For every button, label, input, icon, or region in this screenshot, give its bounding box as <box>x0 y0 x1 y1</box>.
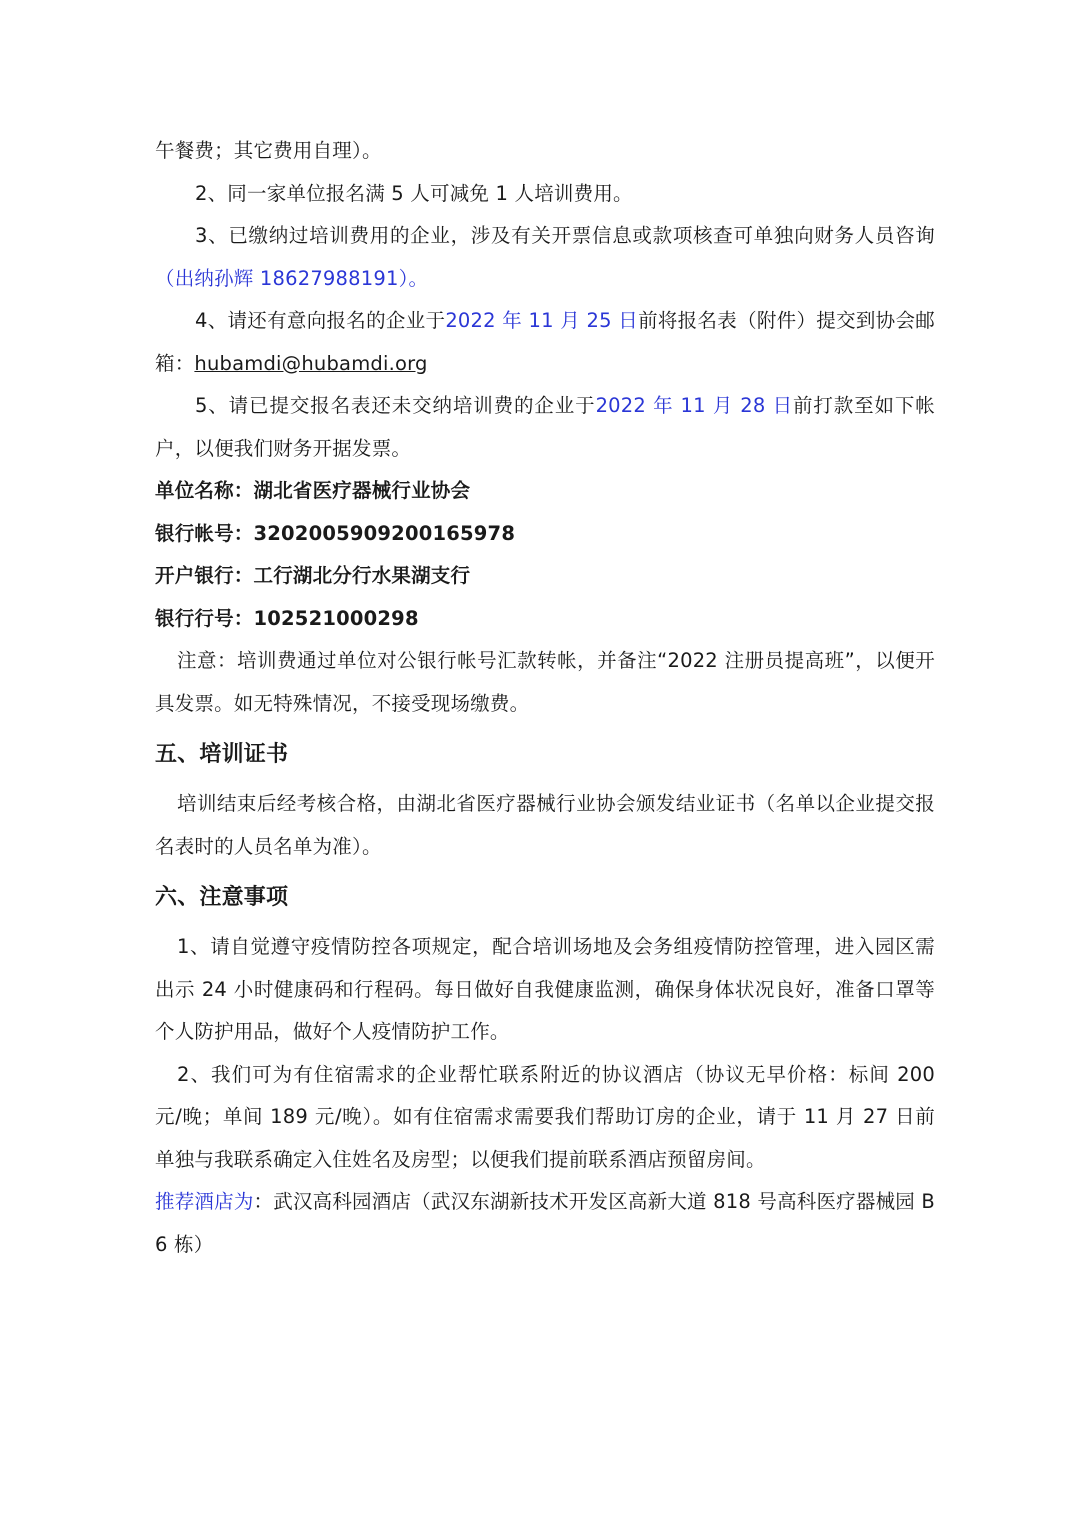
fee-line-continued: 午餐费；其它费用自理）。 <box>155 139 382 162</box>
association-email-link[interactable]: hubamdi@hubamdi.org <box>194 351 428 375</box>
hotel-label: 推荐酒店为 <box>155 1190 254 1213</box>
fee-item-4 <box>155 300 935 385</box>
bank-branch: 开户银行：工行湖北分行水果湖支行 <box>155 564 471 587</box>
bank-unit-name: 单位名称：湖北省医疗器械行业协会 <box>155 479 471 502</box>
section-5-title: 五、培训证书 <box>155 742 289 767</box>
bank-account-number: 银行帐号：3202005909200165978 <box>155 521 516 545</box>
fee-item-5 <box>155 385 935 470</box>
bank-code: 银行行号：102521000298 <box>155 606 419 630</box>
section-6-title: 六、注意事项 <box>155 885 289 910</box>
fee-item-5-text: 5、请已提交报名表还未交纳培训费的企业于 <box>195 394 596 417</box>
payment-deadline: 2022 年 11 月 28 日 <box>595 394 793 417</box>
hotel-details: ：武汉高科园酒店（武汉东湖新技术开发区高新大道 818 号高科医疗器械园 B 6 栋） <box>155 1190 935 1256</box>
fee-item-3 <box>155 215 935 300</box>
section-6-item-2: 2、我们可为有住宿需求的企业帮忙联系附近的协议酒店（协议无早价格：标间 200 元/晚；单间 189 元/晚）。如有住宿需求需要我们帮助订房的企业，请于 11 月 27 日前单独与我联系确定入住姓名及房型；以便我们提前联系酒店预留房间。 <box>155 1062 935 1171</box>
payment-note: 注意：培训费通过单位对公银行帐号汇款转帐，并备注“2022 注册员提高班”，以便开具发票。如无特殊情况，不接受现场缴费。 <box>155 649 935 715</box>
fee-item-5-post: 前打款至如下帐户，以便我们财务开据发票。 <box>155 394 935 460</box>
recommended-hotel <box>155 1181 935 1266</box>
cashier-contact: （出纳孙辉 18627988191）。 <box>155 266 429 290</box>
fee-item-2: 2、同一家单位报名满 5 人可减免 1 人培训费用。 <box>195 181 633 205</box>
registration-deadline: 2022 年 11 月 25 日 <box>445 309 639 332</box>
fee-item-4-mid: 前将报名表（附件）提交到协会邮箱： <box>155 309 935 375</box>
section-6-item-1: 1、请自觉遵守疫情防控各项规定，配合培训场地及会务组疫情防控管理，进入园区需出示 24 小时健康码和行程码。每日做好自我健康监测，确保身体状况良好，准备口罩等个人防护用品，做好个人疫情防护工作。 <box>155 935 935 1043</box>
fee-item-4-text: 4、请还有意向报名的企业于 <box>195 309 446 332</box>
fee-item-3-text: 3、已缴纳过培训费用的企业，涉及有关开票信息或款项核查可单独向财务人员咨询 <box>195 224 935 247</box>
section-5-body: 培训结束后经考核合格，由湖北省医疗器械行业协会颁发结业证书（名单以企业提交报名表时的人员名单为准）。 <box>155 792 935 858</box>
document-page <box>155 130 935 1266</box>
